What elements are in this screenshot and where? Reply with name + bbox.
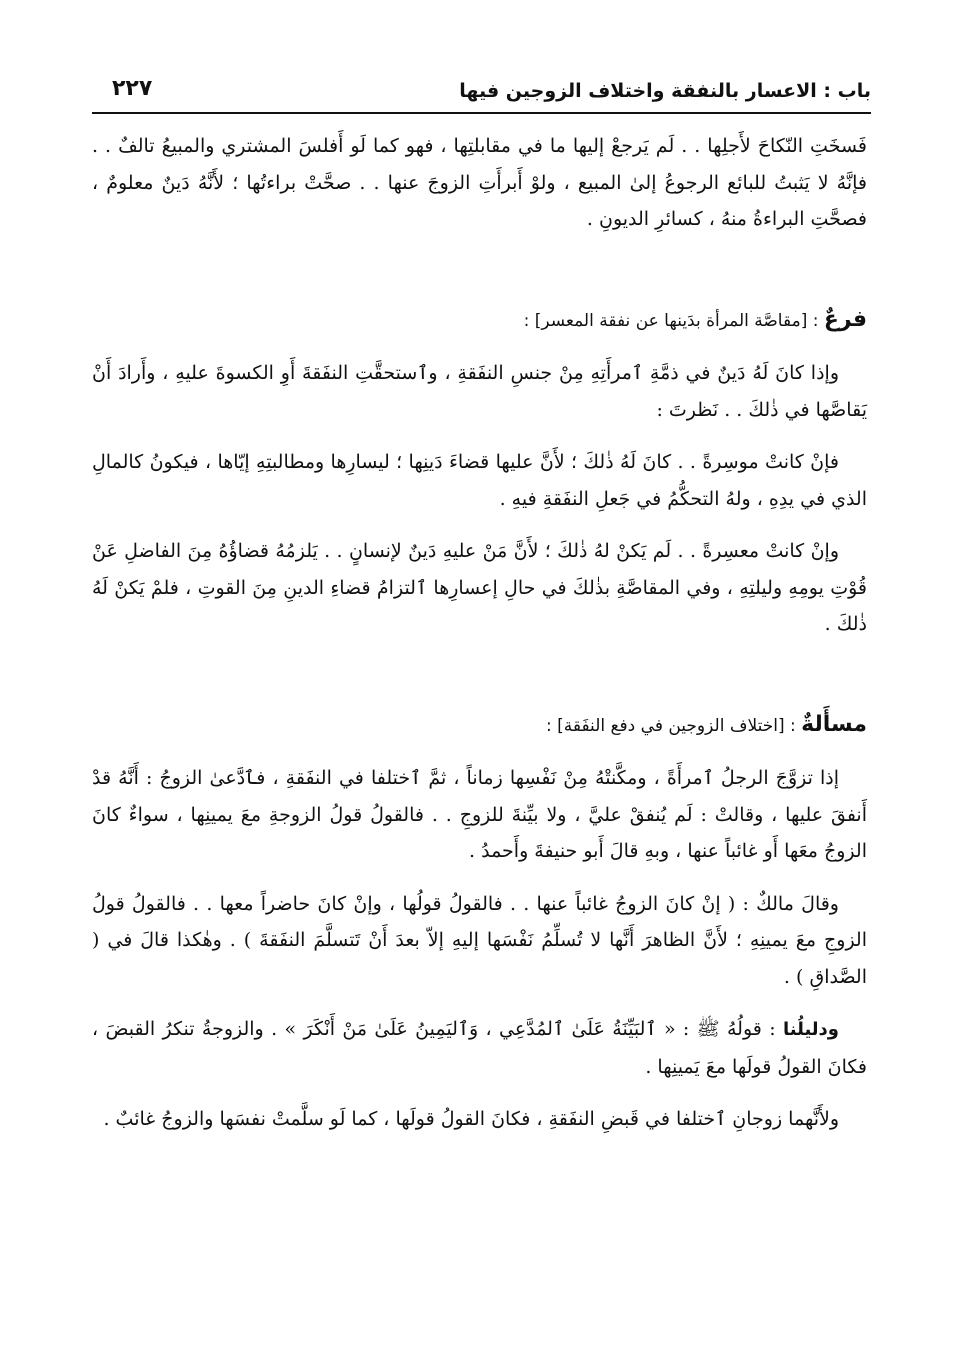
paragraph-2: وإذا كانَ لَهُ دَينٌ في ذمَّةِ ٱمرأَتِهِ مِنْ جنسِ النفَقةِ ، وٱستحقَّتِ النفَقةَ أَوِ الكسوةَ عليهِ ، وأَرادَ أَنْ يَقاصَّها في ذٰلكَ . . نَظرتَ :: [92, 362, 867, 421]
paragraph-8: ولأَنَّهما زوجانِ ٱختلفا في قَبضِ النفَقةِ ، فكانَ القولُ قولَها ، كما لَو سلَّمتْ نفسَها والزوجُ غائبٌ .: [103, 1108, 839, 1130]
paragraph-7: [92, 1011, 867, 1085]
page-header: [92, 72, 871, 114]
running-title: باب : الاعسار بالنفقة واختلاف الزوجين فيها: [459, 80, 871, 102]
page-number: ٢٢٧: [112, 76, 153, 101]
paragraph-6: وقالَ مالكٌ : ( إنْ كانَ الزوجُ غائباً عنها . . فالقولُ قولُها ، وإنْ كانَ حاضراً معها . . فالقولُ قولُ الزوجِ معَ يمينِهِ ؛ لأَنَّ الظاهرَ أَنَّها لا تُسلِّمُ نَفْسَها إليهِ إلاّ بعدَ أَنْ تَتسلَّمَ النفَقةَ ) . وهٰكذا قالَ في ( الصَّداقِ ) .: [92, 892, 867, 988]
heading-title-masala: : [اختلاف الزوجين في دفع النفَقة] :: [545, 715, 796, 736]
evidence-text: : قولُهُ ﷺ : « ٱلبَيِّنَةُ عَلَىٰ ٱلمُدَّعِي ، وَٱليَمِينُ عَلَىٰ مَنْ أَنْكَرَ » . والزوجةُ تنكرُ القبضَ ، فكانَ القولُ قولَها معَ يَمينِها .: [92, 1018, 867, 1078]
paragraph-5: إذا تزوَّجَ الرجلُ ٱمرأَةً ، ومكَّنتْهُ مِنْ نَفْسِها زماناً ، ثمَّ ٱختلفا في النفَقةِ ، فٱدَّعىٰ الزوجُ : أَنَّهُ قدْ أَنفقَ عليها ، وقالتْ : لَم يُنفقْ عليَّ ، ولا بيِّنةَ للزوجِ . . فالقولُ قولُ الزوجةِ معَ يمينِها ، سواءٌ كانَ الزوجُ معَها أَو غائباً عنها ، وبهِ قالَ أَبو حنيفةَ وأَحمدُ .: [92, 767, 867, 862]
section-heading-masala: [92, 707, 867, 745]
paragraph-4: وإنْ كانتْ معسِرةً . . لَم يَكنْ لهُ ذٰلكَ ؛ لأَنَّ مَنْ عليهِ دَينٌ لإنسانٍ . . يَلزمُهُ قضاؤُهُ مِنَ الفاضلِ عَنْ قُوْتِ يومِهِ وليلتِهِ ، وفي المقاصَّةِ بذٰلكَ في حالِ إعسارِها ٱلتزامُ قضاءِ الدينِ مِنَ القوتِ ، فلمْ يَكنْ لَهُ ذٰلكَ .: [92, 540, 867, 635]
heading-label-far: فرعٌ: [823, 306, 867, 332]
section-heading-far: [92, 302, 867, 340]
paragraph-3: فإنْ كانتْ موسِرةً . . كانَ لَهُ ذٰلكَ ؛ لأَنَّ عليها قضاءَ دَينِها ؛ ليسارِها ومطالبتِهِ إيّاها ، فيكونُ كالمالِ الذي في يدِهِ ، ولهُ التحكُّمُ في جَعلِ النفَقةِ فيهِ .: [92, 451, 867, 510]
body-text: [92, 128, 867, 1138]
heading-label-masala: مسأَلةٌ: [801, 711, 867, 737]
heading-title-far: : [مقاصَّة المرأة بدَينها عن نفقة المعسر] :: [523, 310, 819, 331]
evidence-label: ودليلُنا: [783, 1019, 839, 1040]
paragraph-1: فَسخَتِ النّكاحَ لأَجلِها . . لَم يَرجعْ إليها ما في مقابلتِها ، فهو كما لَو أَفلسَ المشتري والمبيعُ تالفٌ . . فإنَّهُ لا يَثبتُ للبائع الرجوعُ إلىٰ المبيع ، ولوْ أَبرأَتِ الزوجَ عنها . . صحَّتْ براءتُها ؛ لأَنَّهُ دَينٌ معلومٌ ، فصحَّتِ البراءةُ منهُ ، كسائرِ الديونِ .: [92, 135, 867, 230]
